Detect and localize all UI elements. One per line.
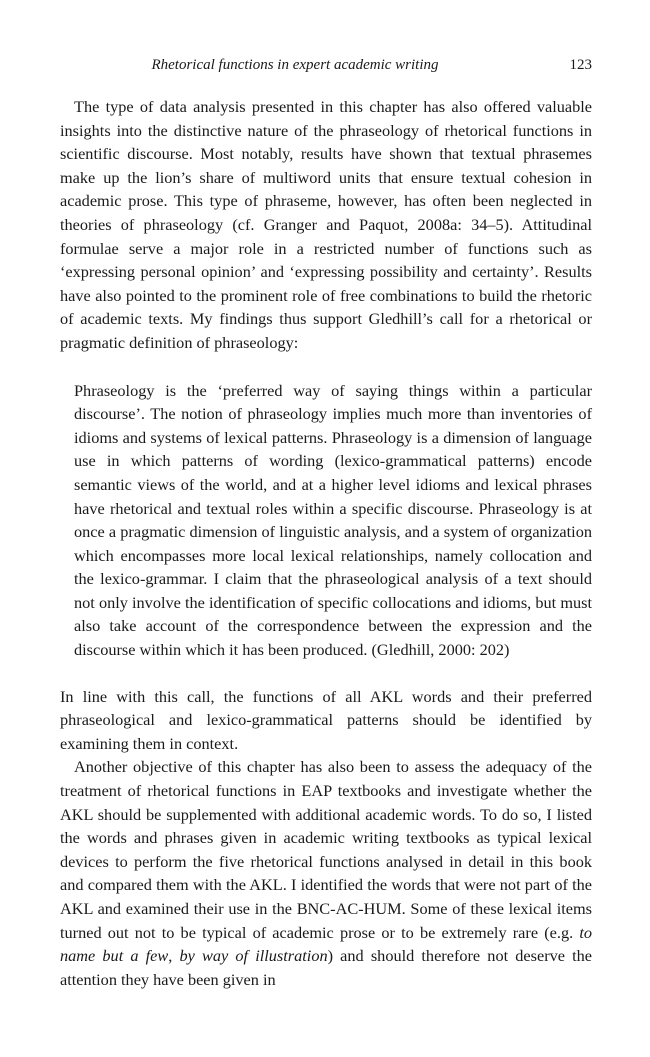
running-title: Rhetorical functions in expert academic writing [151,57,439,73]
paragraph-3 [60,755,592,991]
paragraph-1: The type of data analysis presented in this chapter has also offered valuable insights into the distinctive nature of the phraseology of rhetorical functions in scientific discourse. Most notably, results have shown that textual phrasemes make up the lion’s share of multiword units that ensure textual cohesion in academic prose. This type of phraseme, however, has often been neglected in theories of phraseology (cf. Granger and Paquot, 2008a: 34–5). Attitudinal formulae serve a major role in a restricted number of functions such as ‘expressing personal opinion’ and ‘expressing possibility and certainty’. Results have also pointed to the prominent role of free combinations to build the rhetoric of academic texts. My findings thus support Gledhill’s call for a rhetorical or pragmatic definition of phraseology: [60,97,592,352]
paragraph-2: In line with this call, the functions of all AKL words and their preferred phraseological and lexico-grammatical patterns should be identified by examining them in context. [60,686,592,753]
paragraph-3-text-end: ) and should therefore not deserve the attention they have been given in [60,946,593,989]
body-text [60,95,592,991]
paragraph-3-text-start: Another objective of this chapter has also been to assess the adequacy of the treatment of rhetorical functions in EAP textbooks and investigate whether the AKL should be supplemented with additional academic words. To do so, I listed the words and phrases given in academic writing textbooks as typical lexical devices to perform the five rhetorical functions analysed in detail in this book and compared them with the AKL. I identified the words that were not part of the AKL and examined their use in the BNC-AC-HUM. Some of these lexical items turned out not to be typical of academic prose or to be extremely rare (e.g. [60,757,592,942]
example-separator: , [168,946,180,966]
block-quote: Phraseology is the ‘preferred way of saying things within a particular discourse’. The notion of phraseology implies much more than inventories of idioms and systems of lexical patterns. Phraseology is a dimension of language use in which patterns of wording (lexico-grammatical patterns) encode semantic views of the world, and at a higher level idioms and lexical phrases have rhetorical and textual roles within a specific discourse. Phraseology is at once a pragmatic dimension of linguistic analysis, and a system of organization which encompasses more local lexical relationships, namely collocation and the lexico-grammar. I claim that the phraseological analysis of a text should not only involve the identification of specific collocations and idioms, but must also take account of the correspondence between the expression and the discourse within which it has been produced. (Gledhill, 2000: 202) [74,380,592,660]
page-number: 123 [569,57,592,73]
example-phrase-1: to name but a few [60,922,592,966]
running-head [60,57,592,79]
example-phrase-2: by way of illustration [179,946,328,966]
